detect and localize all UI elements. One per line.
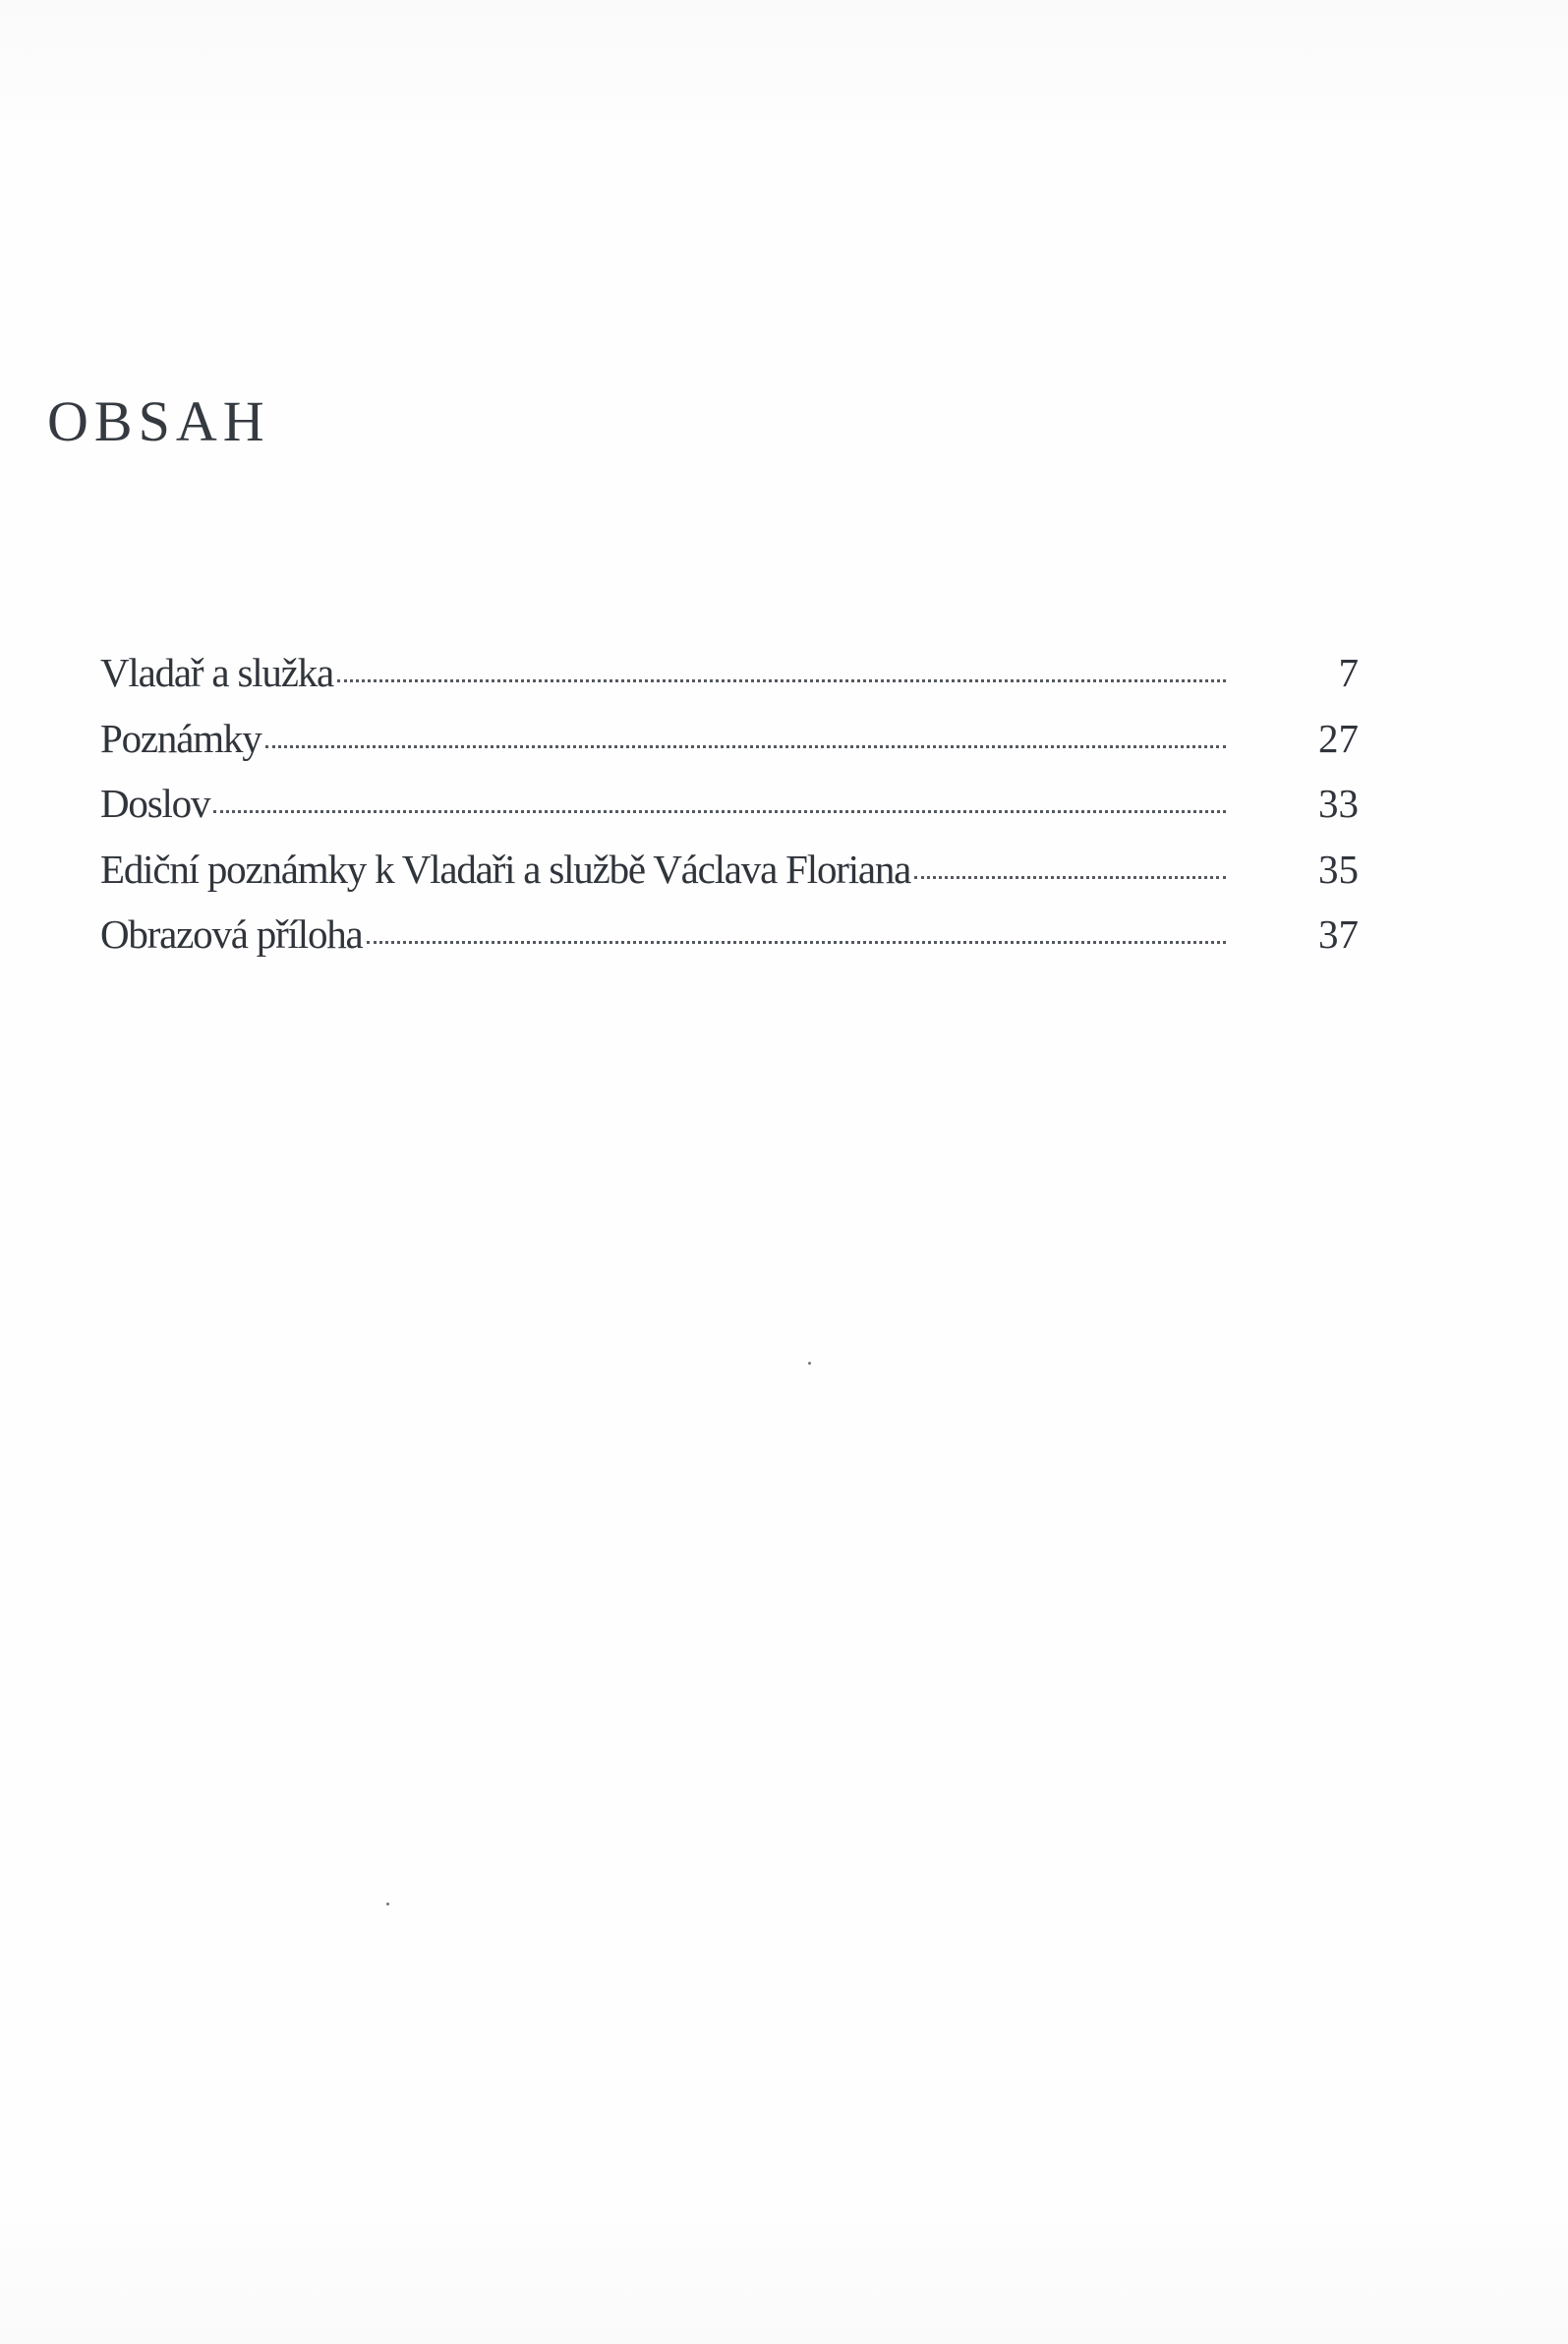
dot-leader [265, 745, 1226, 748]
page-title: OBSAH [47, 389, 270, 453]
toc-entry [100, 846, 1359, 911]
paper-speck [808, 1362, 811, 1365]
toc-entry-page: 33 [1318, 781, 1359, 826]
toc-entry-title: Ediční poznámky k Vladaři a službě Václava Floriana [100, 846, 911, 892]
dot-leader [914, 876, 1226, 879]
toc-entry [100, 910, 1359, 976]
toc-entry-title: Poznámky [100, 715, 261, 761]
toc-entry-page: 37 [1318, 911, 1359, 957]
toc-entry-title: Vladař a služka [100, 650, 333, 695]
toc-entry [100, 715, 1359, 781]
dot-leader [213, 810, 1226, 813]
toc-entry [100, 780, 1359, 846]
toc-entry [100, 649, 1359, 715]
toc-entry-title: Obrazová příloha [100, 911, 363, 957]
table-of-contents [100, 649, 1359, 976]
paper-speck [386, 1903, 389, 1905]
toc-entry-page: 27 [1318, 715, 1359, 761]
toc-entry-page: 35 [1318, 846, 1359, 892]
dot-leader [337, 679, 1226, 682]
toc-entry-title: Doslov [100, 781, 210, 826]
toc-entry-page: 7 [1338, 650, 1359, 695]
dot-leader [367, 941, 1226, 944]
